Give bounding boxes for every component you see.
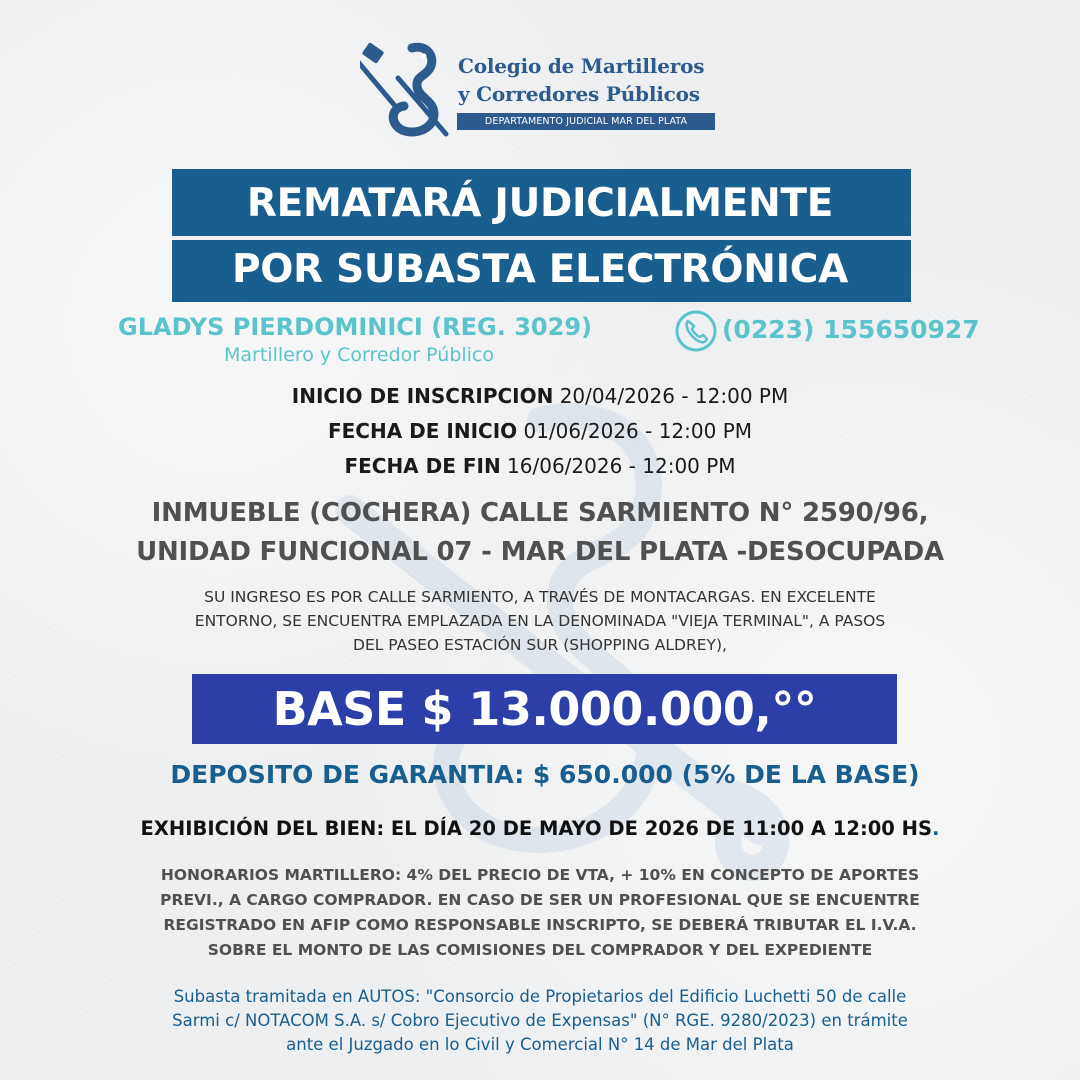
phone-icon [674,309,718,353]
case-reference-line2: Sarmi c/ NOTACOM S.A. s/ Cobro Ejecutivo de Expensas" (N° RGE. 9280/2023) en trámite [172,1011,908,1030]
property-description-line1: SU INGRESO ES POR CALLE SARMIENTO, A TRAVÉS DE MONTACARGAS. EN EXCELENTE [204,588,876,606]
guarantee-deposit: DEPOSITO DE GARANTIA: $ 650.000 (5% DE LA BASE) [170,760,920,789]
auction-start-value: 01/06/2026 - 12:00 PM [517,419,753,443]
fees-line3: REGISTRADO EN AFIP COMO RESPONSABLE INSCRIPTO, SE DEBERÁ TRIBUTAR EL I.V.A. [163,916,917,934]
registration-start-label: INICIO DE INSCRIPCION [291,384,554,408]
property-title-line1: INMUEBLE (COCHERA) CALLE SARMIENTO N° 2590/96, [151,498,929,528]
exhibition-text: EXHIBICIÓN DEL BIEN: EL DÍA 20 DE MAYO DE 2026 DE 11:00 A 12:00 HS [140,817,933,840]
fees-line4: SOBRE EL MONTO DE LAS COMISIONES DEL COMPRADOR Y DEL EXPEDIENTE [207,941,873,959]
auction-end-value: 16/06/2026 - 12:00 PM [500,454,736,478]
auction-start-label: FECHA DE INICIO [327,419,518,443]
auction-start [0,419,1080,443]
logo-title-line1: Colegio de Martilleros [458,54,705,78]
seahorse-gavel-logo-icon [360,40,455,140]
exhibition-dot: . [932,817,940,840]
auction-end-label: FECHA DE FIN [344,454,501,478]
logo-department-band: DEPARTAMENTO JUDICIAL MAR DEL PLATA [457,113,715,130]
auction-end [0,454,1080,478]
headline-line1: REMATARÁ JUDICIALMENTE [246,181,834,226]
exhibition-date [0,817,1080,840]
fees-line1: HONORARIOS MARTILLERO: 4% DEL PRECIO DE VTA, + 10% EN CONCEPTO DE APORTES [160,866,920,884]
property-title-line2: UNIDAD FUNCIONAL 07 - MAR DEL PLATA -DESOCUPADA [136,537,944,567]
organization-logo [360,40,720,140]
phone-number[interactable]: (0223) 155650927 [722,315,980,344]
logo-title-line2: y Corredores Públicos [458,82,700,106]
case-reference-line1: Subasta tramitada en AUTOS: "Consorcio de Propietarios del Edificio Luchetti 50 de calle [173,987,907,1006]
auctioneer-role: Martillero y Corredor Público [224,344,495,366]
fees-line2: PREVI., A CARGO COMPRADOR. EN CASO DE SER UN PROFESIONAL QUE SE ENCUENTRE [160,891,920,909]
headline-line2: POR SUBASTA ELECTRÓNICA [231,247,849,292]
property-description-line3: DEL PASEO ESTACIÓN SUR (SHOPPING ALDREY), [353,636,727,654]
headline-divider [172,236,911,240]
base-price: BASE $ 13.000.000,°° [272,682,817,736]
registration-start-value: 20/04/2026 - 12:00 PM [553,384,789,408]
auctioneer-name: GLADYS PIERDOMINICI (REG. 3029) [118,313,592,341]
property-description-line2: ENTORNO, SE ENCUENTRA EMPLAZADA EN LA DENOMINADA "VIEJA TERMINAL", A PASOS [194,612,886,630]
registration-start [0,384,1080,408]
case-reference-line3: ante el Juzgado en lo Civil y Comercial N° 14 de Mar del Plata [286,1035,794,1054]
